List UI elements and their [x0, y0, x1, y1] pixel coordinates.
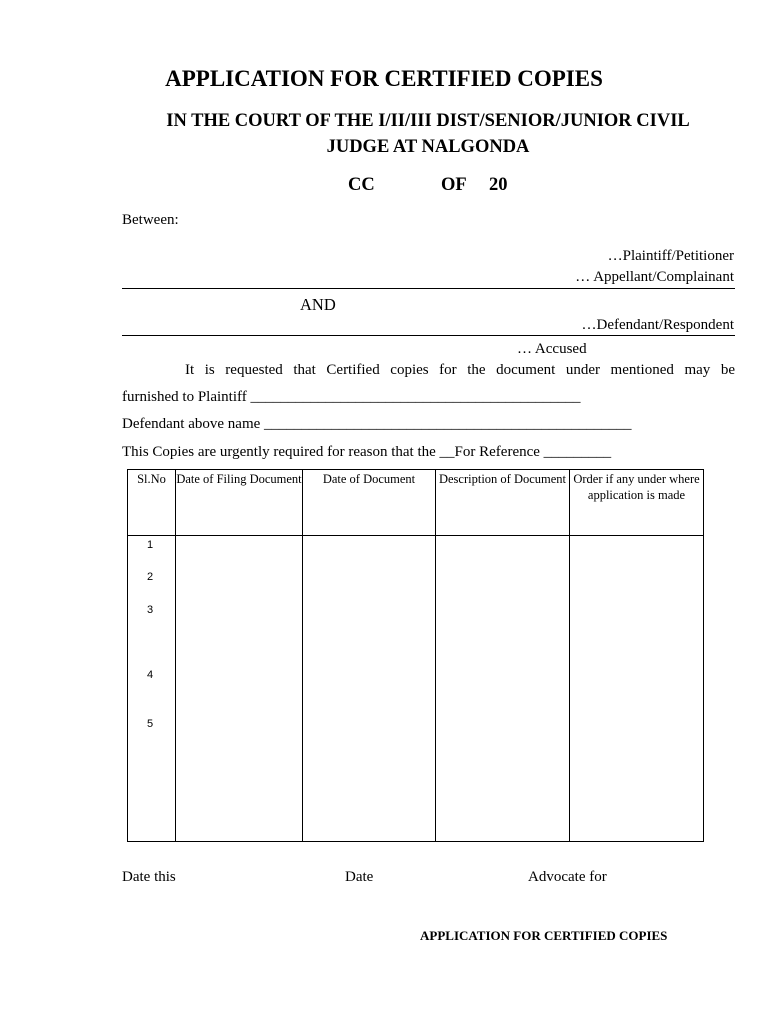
description-cell: [436, 536, 570, 842]
sl-no-cell: [128, 536, 176, 842]
between-label: Between:: [122, 212, 179, 228]
column-header-date-of-document: Date of Document: [303, 470, 436, 536]
plaintiff-label: …Plaintiff/Petitioner: [607, 248, 734, 264]
table-row: [128, 536, 704, 842]
appellant-label: … Appellant/Complainant: [575, 269, 734, 285]
documents-table: [127, 469, 704, 842]
date-this-label: Date this: [122, 869, 176, 885]
request-text: It is requested that Certified copies for the document under mentioned may be: [185, 362, 735, 378]
date-of-filing-cell: [176, 536, 303, 842]
request-text-line1: [122, 362, 735, 379]
row-number: 4: [147, 669, 154, 681]
defendant-above-name-line: Defendant above name _________________________________________________: [122, 416, 632, 432]
defendant-name-line: [122, 335, 735, 336]
footer-title: APPLICATION FOR CERTIFIED COPIES: [420, 928, 668, 943]
column-header-date-of-filing: Date of Filing Document: [176, 470, 303, 536]
court-name-line1: IN THE COURT OF THE I/II/III DIST/SENIOR/JUNIOR CIVIL: [166, 111, 690, 131]
date-label: Date: [345, 869, 374, 885]
plaintiff-name-line: [122, 288, 735, 289]
and-label: AND: [300, 295, 336, 314]
page-title: APPLICATION FOR CERTIFIED COPIES: [165, 66, 603, 91]
accused-label: … Accused: [517, 341, 587, 357]
row-number: 3: [147, 604, 154, 616]
row-number: 1: [147, 539, 154, 551]
order-cell: [570, 536, 704, 842]
case-of-label: OF: [441, 175, 467, 195]
row-number: 2: [147, 571, 154, 583]
column-header-order: Order if any under where application is made: [570, 470, 704, 536]
court-name-line2: JUDGE AT NALGONDA: [326, 137, 530, 157]
row-number: 5: [147, 718, 154, 730]
defendant-label: …Defendant/Respondent: [581, 317, 734, 333]
table-header-row: [128, 470, 704, 536]
column-header-sl-no: Sl.No: [128, 470, 176, 536]
furnished-to-plaintiff-line: furnished to Plaintiff ____________________________________________: [122, 389, 581, 405]
column-header-description: Description of Document: [436, 470, 570, 536]
case-cc-label: CC: [348, 175, 375, 195]
case-year-prefix: 20: [489, 175, 508, 195]
urgency-reason-line: This Copies are urgently required for reason that the __For Reference _________: [122, 444, 612, 460]
advocate-for-label: Advocate for: [528, 869, 607, 885]
date-of-document-cell: [303, 536, 436, 842]
